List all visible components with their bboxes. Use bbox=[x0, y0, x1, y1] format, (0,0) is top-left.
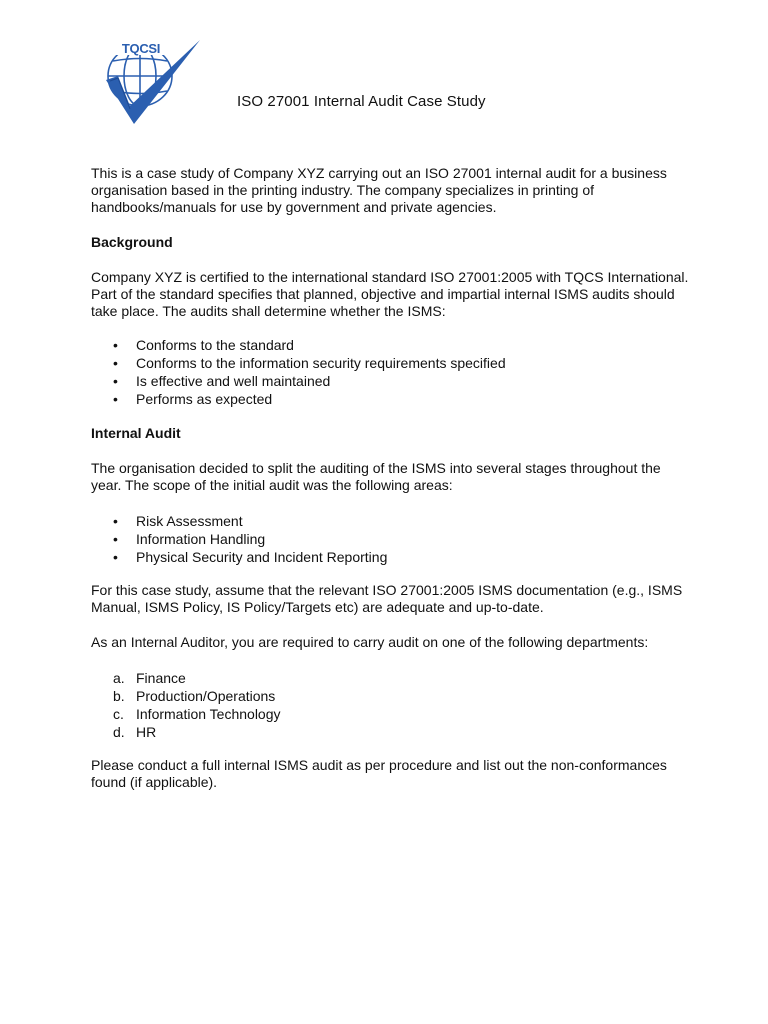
logo-text: TQCSI bbox=[121, 41, 161, 56]
closing-paragraph: Please conduct a full internal ISMS audit as per procedure and list out the non-conformances found (if applicable). bbox=[91, 757, 667, 790]
page-title: ISO 27001 Internal Audit Case Study bbox=[237, 93, 486, 110]
list-item: • Conforms to the standard bbox=[91, 336, 691, 354]
list-marker: c. bbox=[113, 706, 124, 722]
list-item: • Conforms to the information security requirements specified bbox=[91, 354, 691, 372]
task-intro-paragraph: As an Internal Auditor, you are required to carry audit on one of the following departments: bbox=[91, 634, 649, 650]
list-marker: b. bbox=[113, 688, 125, 704]
list-item bbox=[91, 705, 691, 723]
list-marker: a. bbox=[113, 670, 125, 686]
department-label: Finance bbox=[136, 670, 186, 686]
department-label: HR bbox=[136, 724, 157, 740]
isms-criteria-list bbox=[91, 336, 691, 408]
audit-scope-list bbox=[91, 512, 691, 566]
list-item bbox=[91, 723, 691, 741]
intro-paragraph: This is a case study of Company XYZ carrying out an ISO 27001 internal audit for a business organisation based in the printing industry. The company specializes in printing of handbooks/manuals for use by government and private agencies. bbox=[91, 165, 667, 215]
list-item: • Is effective and well maintained bbox=[91, 372, 691, 390]
internal-audit-heading: Internal Audit bbox=[91, 425, 181, 441]
department-label: Information Technology bbox=[136, 706, 281, 722]
internal-audit-paragraph: The organisation decided to split the auditing of the ISMS into several stages throughout the year. The scope of the initial audit was the following areas: bbox=[91, 460, 661, 493]
list-item: • Physical Security and Incident Reporting bbox=[91, 548, 691, 566]
list-item: • Risk Assessment bbox=[91, 512, 691, 530]
departments-list bbox=[91, 669, 691, 741]
list-item bbox=[91, 669, 691, 687]
document-body bbox=[91, 165, 691, 791]
tqcsi-logo bbox=[100, 36, 204, 128]
department-label: Production/Operations bbox=[136, 688, 276, 704]
list-item bbox=[91, 687, 691, 705]
assumption-paragraph: For this case study, assume that the relevant ISO 27001:2005 ISMS documentation (e.g., ISMS Manual, ISMS Policy, IS Policy/Targets etc) are adequate and up-to-date. bbox=[91, 582, 683, 615]
background-heading: Background bbox=[91, 234, 173, 250]
background-paragraph: Company XYZ is certified to the international standard ISO 27001:2005 with TQCS International. Part of the standard specifies that planned, objective and impartial internal ISMS audits should take place. The audits shall determine whether the ISMS: bbox=[91, 269, 689, 319]
list-item: • Information Handling bbox=[91, 530, 691, 548]
list-item: • Performs as expected bbox=[91, 390, 691, 408]
list-marker: d. bbox=[113, 724, 125, 740]
